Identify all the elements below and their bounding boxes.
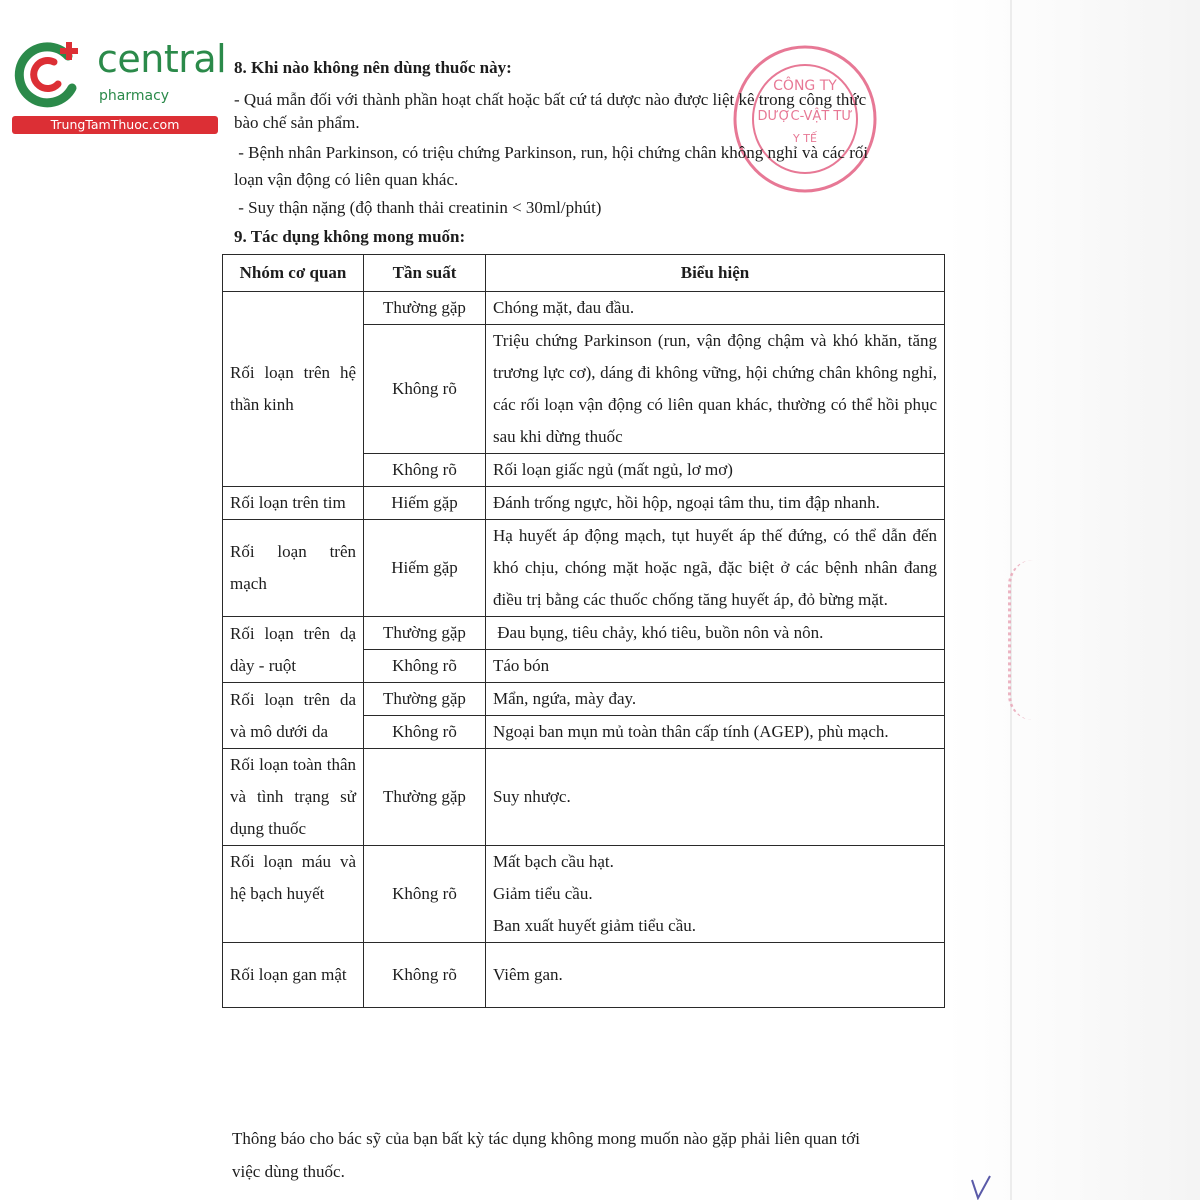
header-frequency: Tần suất <box>364 255 486 292</box>
section8-line-5: - Suy thận nặng (độ thanh thải creatinin < 30ml/phút) <box>234 198 602 217</box>
table-row <box>223 292 945 325</box>
logo-url[interactable]: TrungTamThuoc.com <box>12 116 218 134</box>
desc-cell: Ngoại ban mụn mủ toàn thân cấp tính (AGEP), phù mạch. <box>486 716 945 749</box>
freq-cell: Thường gặp <box>364 749 486 846</box>
edge-stamp-fragment <box>1008 560 1033 720</box>
stamp-line3: Y TẾ <box>793 132 817 145</box>
group-liver: Rối loạn gan mật <box>223 943 364 1008</box>
desc-cell: Hạ huyết áp động mạch, tụt huyết áp thế đứng, có thể dẫn đến khó chịu, chóng mặt hoặc ngã, đặc biệt ở các bệnh nhân đang điều trị bằng các thuốc chống tăng huyết áp, đỏ bừng mặt. <box>486 520 945 617</box>
central-pharmacy-logo[interactable] <box>10 37 227 138</box>
freq-cell: Hiếm gặp <box>364 520 486 617</box>
desc-cell: Táo bón <box>486 650 945 683</box>
table-header-row <box>223 255 945 292</box>
desc-cell: Đau bụng, tiêu chảy, khó tiêu, buồn nôn và nôn. <box>486 617 945 650</box>
table-row <box>223 487 945 520</box>
company-stamp <box>730 42 880 197</box>
group-general: Rối loạn toàn thân và tình trạng sử dụng thuốc <box>223 749 364 846</box>
footer-line-2: việc dùng thuốc. <box>232 1162 345 1181</box>
table-row <box>223 520 945 617</box>
group-blood: Rối loạn máu và hệ bạch huyết <box>223 846 364 943</box>
section8-line-3: - Bệnh nhân Parkinson, có triệu chứng Parkinson, run, hội chứng chân không nghỉ và các rối <box>234 143 869 162</box>
header-manifestation: Biểu hiện <box>486 255 945 292</box>
freq-cell: Không rõ <box>364 943 486 1008</box>
freq-cell: Không rõ <box>364 716 486 749</box>
desc-cell: Suy nhược. <box>486 749 945 846</box>
logo-subtitle: pharmacy <box>99 88 170 104</box>
desc-line: Ban xuất huyết giảm tiểu cầu. <box>493 916 696 935</box>
page-edge-shadow <box>945 0 1200 1200</box>
table-row <box>223 749 945 846</box>
table-row <box>223 846 945 943</box>
section9-title: 9. Tác dụng không mong muốn: <box>234 227 466 246</box>
section8-title: 8. Khi nào không nên dùng thuốc này: <box>234 58 512 77</box>
desc-cell: Đánh trống ngực, hồi hộp, ngoại tâm thu, tim đập nhanh. <box>486 487 945 520</box>
freq-cell: Không rõ <box>364 454 486 487</box>
logo-c-icon <box>10 38 90 110</box>
table-row <box>223 943 945 1008</box>
footer-line-1: Thông báo cho bác sỹ của bạn bất kỳ tác dụng không mong muốn nào gặp phải liên quan tới <box>232 1129 860 1148</box>
table-row <box>223 617 945 650</box>
desc-cell: Viêm gan. <box>486 943 945 1008</box>
desc-cell <box>486 846 945 943</box>
desc-cell: Chóng mặt, đau đầu. <box>486 292 945 325</box>
side-effects-table <box>222 254 945 1008</box>
desc-line: Giảm tiểu cầu. <box>493 884 593 903</box>
freq-cell: Thường gặp <box>364 617 486 650</box>
section8-line-4: loạn vận động có liên quan khác. <box>234 170 459 189</box>
signature-mark <box>968 1170 998 1200</box>
table-row <box>223 683 945 716</box>
freq-cell: Thường gặp <box>364 292 486 325</box>
group-skin: Rối loạn trên da và mô dưới da <box>223 683 364 749</box>
stamp-line2: DƯỢC-VẬT TƯ <box>757 109 853 124</box>
section8-line-1: - Quá mẫn đối với thành phần hoạt chất hoặc bất cứ tá dược nào được liệt kê trong công thức <box>234 90 867 109</box>
freq-cell: Không rõ <box>364 650 486 683</box>
freq-cell: Không rõ <box>364 846 486 943</box>
desc-cell: Triệu chứng Parkinson (run, vận động chậm và khó khăn, tăng trương lực cơ), dáng đi không vững, hội chứng chân không nghỉ, các rối loạn vận động có liên quan khác, thường có thể hồi phục sau khi dừng thuốc <box>486 325 945 454</box>
group-nervous: Rối loạn trên hệ thần kinh <box>223 292 364 487</box>
group-gastro: Rối loạn trên dạ dày - ruột <box>223 617 364 683</box>
desc-cell: Mẩn, ngứa, mày đay. <box>486 683 945 716</box>
logo-name: central <box>97 37 227 81</box>
desc-line: Mất bạch cầu hạt. <box>493 852 614 871</box>
section8-line-2: bào chế sản phẩm. <box>234 113 360 132</box>
freq-cell: Không rõ <box>364 325 486 454</box>
group-heart: Rối loạn trên tim <box>223 487 364 520</box>
desc-cell: Rối loạn giấc ngủ (mất ngủ, lơ mơ) <box>486 454 945 487</box>
freq-cell: Thường gặp <box>364 683 486 716</box>
group-vascular: Rối loạn trên mạch <box>223 520 364 617</box>
header-organ-group: Nhóm cơ quan <box>223 255 364 292</box>
freq-cell: Hiếm gặp <box>364 487 486 520</box>
stamp-line1: CÔNG TY <box>773 78 837 94</box>
